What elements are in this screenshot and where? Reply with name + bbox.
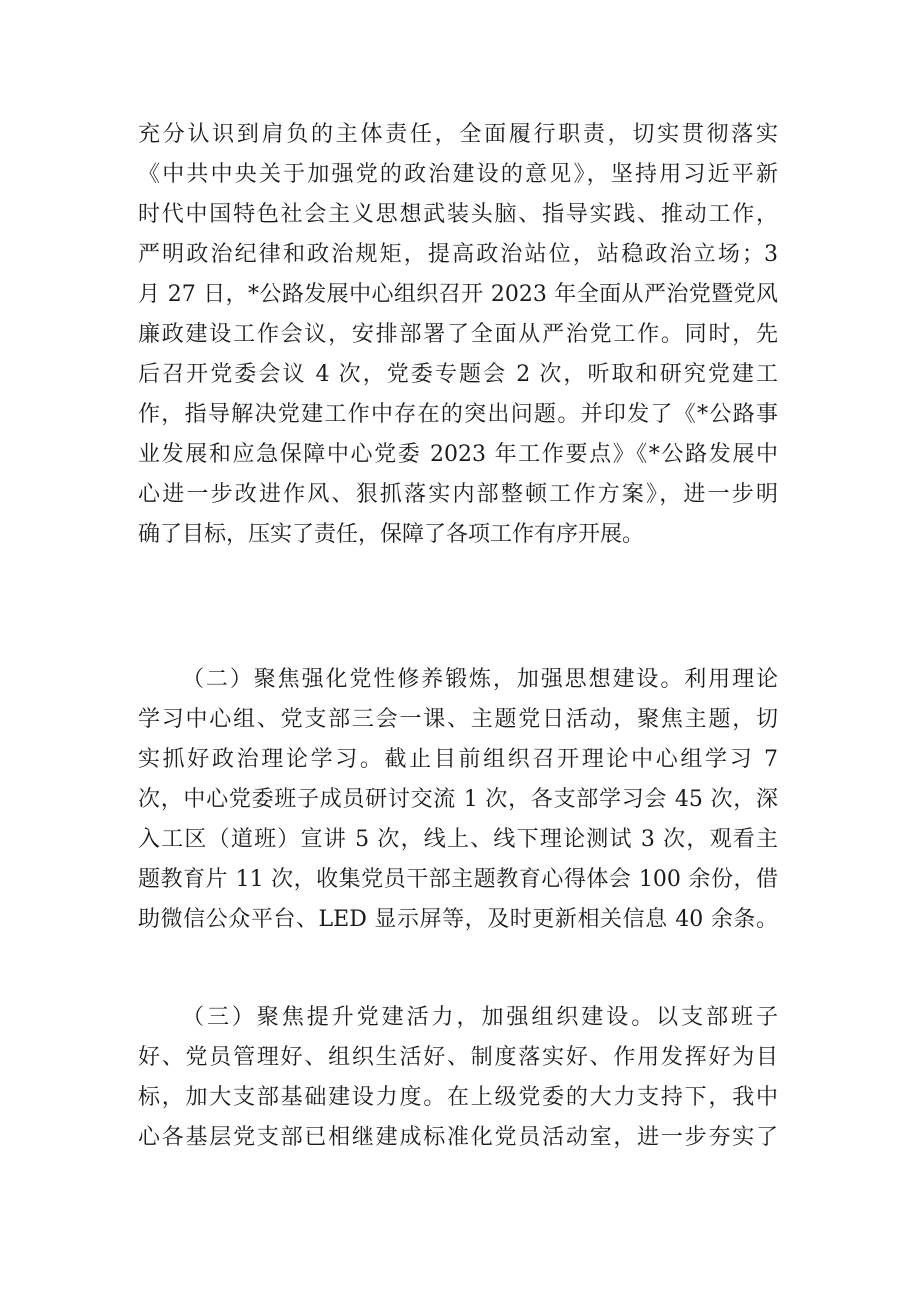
paragraph-line: （二）聚焦强化党性修养锻炼，加强思想建设。利用理论 — [182, 667, 778, 692]
paragraph-line: 助微信公众平台、LED 显示屏等，及时更新相关信息 40 余条。 — [138, 907, 778, 932]
paragraph-line: 《中共中央关于加强党的政治建设的意见》，坚持用习近平新 — [138, 162, 778, 187]
paragraph-line: 确了目标，压实了责任，保障了各项工作有序开展。 — [138, 522, 645, 547]
paragraph-line: 心进一步改进作风、狠抓落实内部整顿工作方案》，进一步明 — [138, 482, 778, 507]
paragraph-line: 标，加大支部基础建设力度。在上级党委的大力支持下，我中 — [138, 1085, 778, 1110]
paragraph-line: 月 27 日，*公路发展中心组织召开 2023 年全面从严治党暨党风 — [138, 282, 778, 307]
paragraph-line: （三）聚焦提升党建活力，加强组织建设。以支部班子 — [182, 1005, 778, 1030]
paragraph-1 — [138, 115, 778, 555]
paragraph-line: 廉政建设工作会议，安排部署了全面从严治党工作。同时，先 — [138, 322, 778, 347]
paragraph-line: 作，指导解决党建工作中存在的突出问题。并印发了《*公路事 — [138, 402, 778, 427]
paragraph-line: 充分认识到肩负的主体责任，全面履行职责，切实贯彻落实 — [138, 122, 778, 147]
paragraph-2 — [138, 660, 778, 940]
paragraph-line: 实抓好政治理论学习。截止目前组织召开理论中心组学习 7 — [138, 747, 778, 772]
paragraph-line: 严明政治纪律和政治规矩，提高政治站位，站稳政治立场；3 — [138, 242, 778, 267]
paragraph-line: 业发展和应急保障中心党委 2023 年工作要点》《*公路发展中 — [138, 442, 778, 467]
paragraph-line: 好、党员管理好、组织生活好、制度落实好、作用发挥好为目 — [138, 1045, 778, 1070]
paragraph-line: 学习中心组、党支部三会一课、主题党日活动，聚焦主题，切 — [138, 707, 778, 732]
paragraph-line: 时代中国特色社会主义思想武装头脑、指导实践、推动工作， — [138, 202, 778, 227]
paragraph-line: 后召开党委会议 4 次，党委专题会 2 次，听取和研究党建工 — [138, 362, 778, 387]
paragraph-line: 入工区（道班）宣讲 5 次，线上、线下理论测试 3 次，观看主 — [138, 827, 778, 852]
paragraph-line: 题教育片 11 次，收集党员干部主题教育心得体会 100 余份，借 — [138, 867, 778, 892]
paragraph-line: 心各基层党支部已相继建成标准化党员活动室，进一步夯实了 — [138, 1125, 778, 1150]
paragraph-line: 次，中心党委班子成员研讨交流 1 次，各支部学习会 45 次，深 — [138, 787, 778, 812]
paragraph-3 — [138, 998, 778, 1158]
